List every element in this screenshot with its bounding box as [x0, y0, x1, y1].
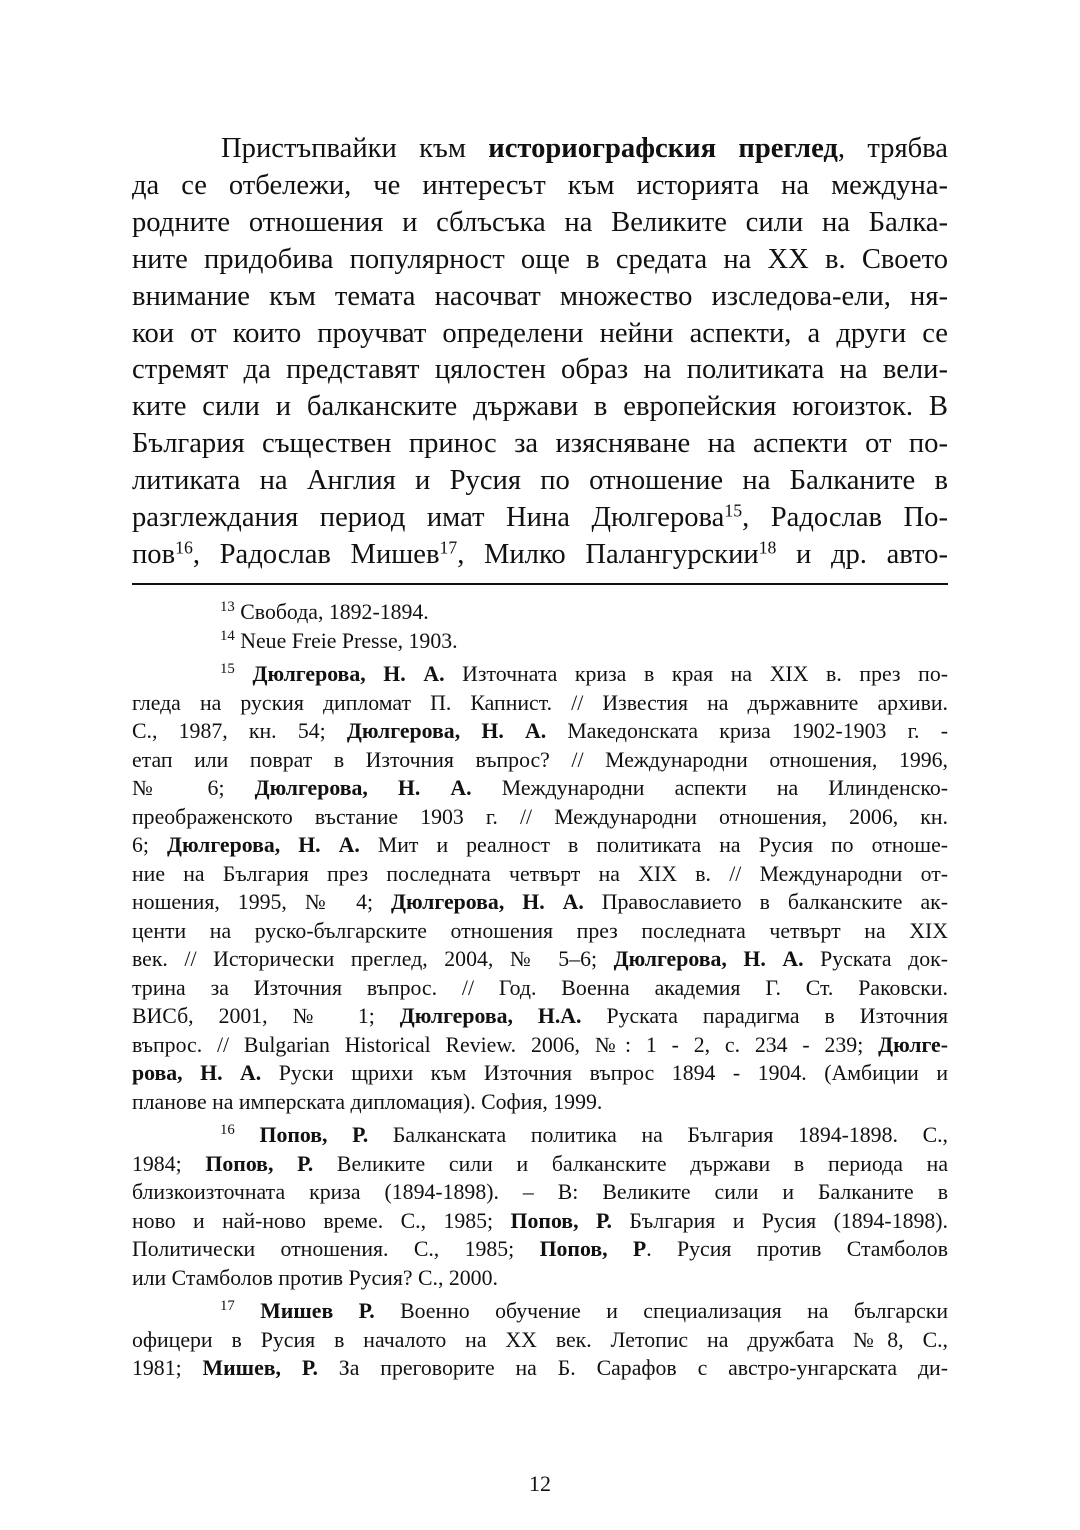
page-number: 12 — [529, 1471, 551, 1496]
text-run — [235, 662, 253, 686]
text-run: . Русия против Стамболов — [646, 1237, 948, 1261]
footnote-line — [132, 660, 948, 689]
text-run: Политически отношения. С., 1985; — [132, 1237, 540, 1261]
footnote-reference: 18 — [758, 537, 777, 558]
footnote-line — [132, 1059, 948, 1088]
footnote — [132, 598, 948, 627]
text-run: № 6; — [132, 776, 255, 800]
footnote-line — [132, 1297, 948, 1326]
footnote — [132, 660, 948, 1116]
footnote-reference: 17 — [220, 1297, 235, 1314]
text-run: трина за Източния въпрос. // Год. Военна академия Г. Ст. Раковски. — [132, 975, 948, 1000]
text-run: етап или поврат в Източния въпрос? // Международни отношения, 1996, — [132, 747, 948, 772]
text-run: С., 1987, кн. 54; — [132, 719, 347, 743]
text-run: литиката на Англия и Русия по отношение на Балканите в — [132, 465, 948, 497]
text-run: Източната криза в края на XIX в. през по- — [444, 662, 948, 686]
text-run: 1981; — [132, 1356, 203, 1380]
text-run: 1984; — [132, 1151, 206, 1176]
text-run: ношения, 1995, № 4; — [132, 890, 392, 914]
footnote-line — [132, 1235, 948, 1264]
bold-text: Дюлгерова, Н. А. — [613, 947, 804, 971]
footnote-line — [132, 1031, 948, 1060]
footnote-line — [132, 917, 948, 946]
footnote-reference: 15 — [724, 500, 743, 521]
footnote-line — [132, 1207, 948, 1236]
footnote-line — [132, 1002, 948, 1031]
text-run: разглеждания период имат Нина Дюлгерова — [132, 502, 725, 534]
text-run: ние на България през последната четвърт на XIX в. // Международни от- — [132, 861, 948, 886]
footnote-line — [132, 1178, 948, 1207]
text-run: Руски щрихи към Източния въпрос 1894 - 1904. (Амбиции и — [261, 1061, 948, 1085]
text-run: Neue Freie Presse, 1903. — [234, 628, 458, 653]
footnote-line — [132, 1088, 948, 1117]
text-run: Руската парадигма в Източния — [581, 1004, 949, 1028]
text-run: ново и най-ново време. С., 1985; — [132, 1208, 511, 1233]
main-text-line — [132, 537, 948, 574]
bold-text: рова, Н. А. — [132, 1061, 262, 1085]
text-run: Свобода, 1892-1894. — [234, 600, 429, 624]
text-run: 6; — [132, 833, 167, 857]
footnote-line — [132, 860, 948, 889]
footnote-line — [132, 1354, 948, 1383]
main-body-text — [132, 131, 948, 574]
footnote-line — [132, 1121, 948, 1150]
footnote-reference: 16 — [220, 1121, 235, 1138]
footnote-line — [132, 598, 948, 627]
footnote-reference: 17 — [439, 537, 458, 558]
bold-text: Дюлгерова, Н. А. — [166, 833, 360, 857]
bold-text: Дюлгерова, Н. А. — [391, 890, 584, 914]
text-run: България съществен принос за изясняване на аспекти от по- — [132, 428, 948, 460]
text-run — [235, 1123, 260, 1147]
text-run: Великите сили и балканските държави в периода на — [313, 1151, 948, 1176]
text-run: Балканската политика на България 1894-1898. С., — [368, 1123, 949, 1147]
footnotes — [132, 598, 948, 1383]
bold-text: Дюлгерова, Н. А. — [254, 776, 472, 800]
footnote — [132, 1297, 948, 1383]
text-run: родните отношения и сблъсъка на Великите сили на Балка- — [132, 206, 948, 238]
bold-text: Дюлгерова, Н.А. — [399, 1004, 582, 1028]
text-run: Международни аспекти на Илинденско- — [471, 776, 948, 800]
main-text-line — [132, 168, 948, 205]
bold-text: Попов, Р. — [510, 1208, 612, 1233]
main-text-line — [132, 242, 948, 279]
footnote-reference: 14 — [220, 627, 235, 644]
footnote-line — [132, 627, 948, 656]
bold-text: Мишев Р. — [260, 1299, 375, 1323]
footnote-line — [132, 1326, 948, 1355]
bold-text: Дюлгерова, Н. А. — [346, 719, 547, 743]
footnote-line — [132, 945, 948, 974]
main-text-line — [132, 279, 948, 316]
text-run: внимание към темата насочват множество изследова-ели, ня- — [132, 280, 948, 312]
text-run: близкоизточната криза (1894-1898). – В: Великите сили и Балканите в — [132, 1180, 948, 1204]
footnote — [132, 627, 948, 656]
footnote — [132, 1121, 948, 1292]
footnote-reference: 16 — [175, 537, 193, 558]
footnote-line — [132, 774, 948, 803]
footnote-line — [132, 888, 948, 917]
footnote-separator — [132, 583, 948, 585]
bold-text: Дюлгерова, Н. А. — [252, 662, 445, 686]
footnote-line — [132, 717, 948, 746]
bold-text: историографския преглед — [488, 133, 838, 164]
bold-text: Дюлге- — [878, 1032, 948, 1057]
footnote-reference: 15 — [220, 660, 235, 677]
footnote-reference: 13 — [220, 598, 235, 615]
footnote-line — [132, 689, 948, 718]
main-text-line — [132, 131, 948, 168]
footnote-line — [132, 1264, 948, 1293]
main-text-line — [132, 426, 948, 463]
footnote-line — [132, 803, 948, 832]
text-run: Пристъпвайки към — [221, 133, 489, 164]
bold-text: Мишев, Р. — [202, 1356, 318, 1380]
text-run: Военно обучение и специализация на български — [374, 1299, 949, 1323]
text-run: , трябва — [837, 133, 948, 164]
text-run: преображенското въстание 1903 г. // Международни отношения, 2006, кн. — [132, 804, 948, 829]
text-run: гледа на руския дипломат П. Капнист. // Известия на държавните архиви. — [132, 690, 948, 715]
main-text-line — [132, 352, 948, 389]
bold-text: Попов, Р — [539, 1237, 647, 1261]
text-run: да се отбележи, че интересът към историята на междуна- — [132, 169, 948, 201]
text-run: , Радослав По- — [742, 502, 948, 534]
bold-text: Попов, Р. — [205, 1151, 314, 1176]
text-run: планове на имперската дипломация). София, 1999. — [132, 1089, 603, 1114]
text-run: въпрос. // Bulgarian Historical Review. 2006, №: 1 - 2, с. 234 - 239; — [132, 1032, 879, 1057]
bold-text: Попов, Р. — [259, 1123, 369, 1147]
text-run: България и Русия (1894-1898). — [611, 1208, 948, 1233]
footnote-line — [132, 1150, 948, 1179]
main-text-line — [132, 463, 948, 500]
text-run: , Радослав Мишев — [192, 538, 440, 570]
text-run: ВИСб, 2001, № 1; — [132, 1004, 400, 1028]
text-run — [235, 1299, 260, 1323]
text-run: век. // Исторически преглед, 2004, № 5–6; — [132, 947, 614, 971]
text-run: и др. авто- — [776, 538, 948, 570]
text-run: ните придобива популярност още в средата на XX в. Своето — [132, 243, 948, 275]
text-run: Православието в балканските ак- — [583, 890, 948, 914]
text-run: кои от които проучват определени нейни аспекти, а други се — [132, 317, 948, 349]
footnote-line — [132, 746, 948, 775]
main-text-line — [132, 500, 948, 537]
text-run: Македонската криза 1902-1903 г. - — [546, 719, 948, 743]
text-run: центи на руско-българските отношения през последната четвърт на XIX — [132, 918, 948, 943]
main-text-line — [132, 316, 948, 353]
footnote-line — [132, 831, 948, 860]
text-run: офицери в Русия в началото на XX век. Летопис на дружбата №8, С., — [132, 1327, 948, 1352]
main-text-line — [132, 205, 948, 242]
text-run: Руската док- — [803, 947, 948, 971]
text-run: За преговорите на Б. Сарафов с австро-унгарската ди- — [317, 1356, 948, 1380]
text-run: или Стамболов против Русия? С., 2000. — [132, 1265, 498, 1290]
text-run: пов — [132, 538, 176, 570]
text-run: Мит и реалност в политиката на Русия по отноше- — [359, 833, 948, 857]
footnote-line — [132, 974, 948, 1003]
main-text-line — [132, 389, 948, 426]
text-run: ките сили и балканските държави в европейския югоизток. В — [132, 391, 948, 423]
text-run: , Милко Палангурскии — [457, 538, 759, 570]
text-run: стремят да представят цялостен образ на политиката на вели- — [132, 354, 948, 386]
